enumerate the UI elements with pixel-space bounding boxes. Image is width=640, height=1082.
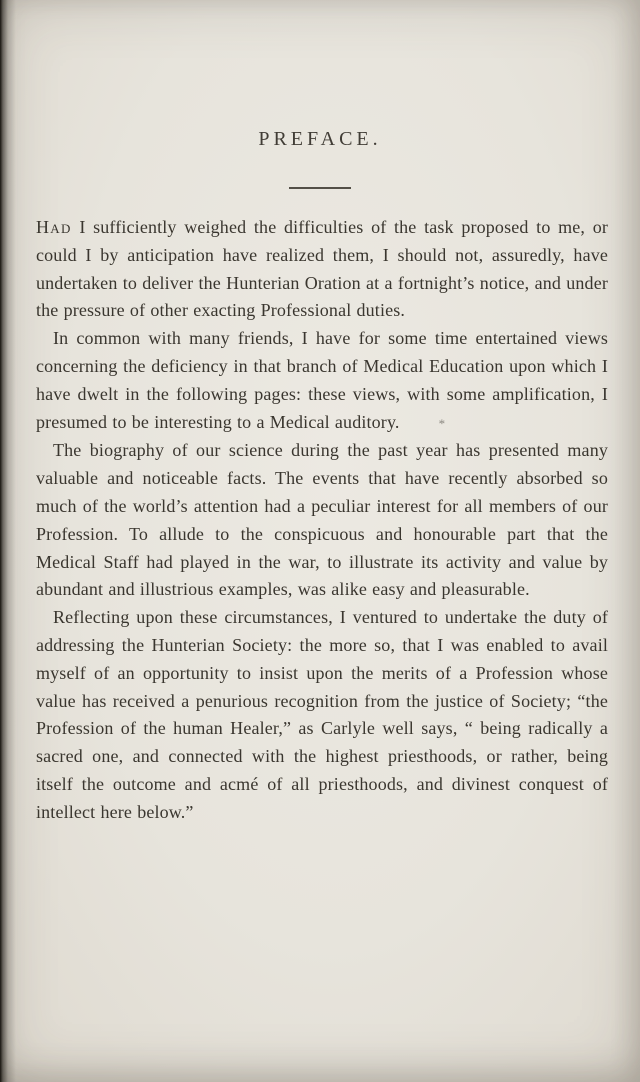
paragraph-1 xyxy=(36,214,608,325)
paragraph-3-text: The biography of our science during the past year has presented many valuable and noticeable facts. The events that have recently absorbed so much of the world’s attention had a peculiar interest for all members of our Profession. To allude to the conspicuous and honourable part that the Medical Staff had played in the war, to illustrate its activity and value by abundant and illustrious examples, was alike easy and pleasurable. xyxy=(36,440,608,600)
preface-body xyxy=(36,214,608,827)
paragraph-4-text: Reflecting upon these circumstances, I ventured to undertake the duty of addressing the Hunterian Society: the more so, that I was enabled to avail myself of an opportunity to insist upon the merits of a Profession whose value has received a penurious recognition from the justice of Society; “the Profession of the human Healer,” as Carlyle well says, “ being radically a sacred one, and connected with the highest priesthoods, or rather, being itself the outcome and acmé of all priesthoods, and divinest conquest of intellect here below.” xyxy=(36,607,608,822)
paragraph-2 xyxy=(36,325,608,437)
paragraph-4 xyxy=(36,604,608,826)
page-title: PREFACE. xyxy=(258,128,382,150)
paragraph-2-text: In common with many friends, I have for some time entertained views concerning the deficiency in that branch of Medical Education upon which I have dwelt in the following pages: these views, with some amplification, I presumed to be interesting to a Medical auditory. xyxy=(36,328,608,432)
title-divider xyxy=(289,187,351,189)
ink-speck: * xyxy=(438,415,446,431)
lead-word: Had xyxy=(36,217,72,237)
binding-shadow xyxy=(0,0,16,1082)
paragraph-3 xyxy=(36,437,608,604)
paragraph-1-text: I sufficiently weighed the difficulties of the task proposed to me, or could I by anticipation have realized them, I should not, assuredly, have undertaken to deliver the Hunterian Oration at a fortnight’s notice, and under the pressure of other exacting Professional duties. xyxy=(36,217,608,321)
